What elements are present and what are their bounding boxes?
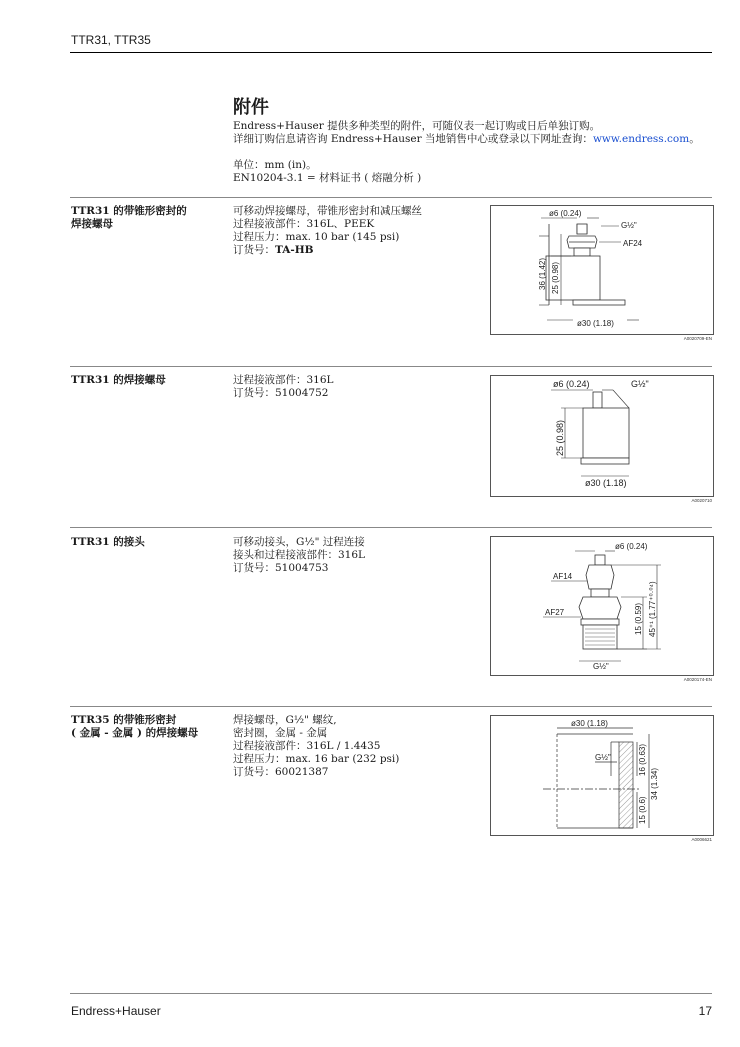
row-rule-2 (70, 366, 712, 367)
header-rule (70, 52, 712, 53)
accessory-name-2 (71, 374, 221, 387)
intro-line1: Endress+Hauser 提供多种类型的附件，可随仪表一起订购或日后单独订购。 (233, 120, 601, 132)
accessory-name-line: TTR31 的带锥形密封的 (71, 205, 187, 217)
intro-line2 (233, 133, 713, 146)
accessory-desc-3 (233, 536, 483, 575)
fig4-thread: G½" (595, 753, 611, 762)
order-label: 订货号： (233, 387, 275, 399)
fig4-h15: 15 (0.6) (638, 796, 647, 824)
accessory-desc-1 (233, 205, 483, 257)
order-label: 订货号： (233, 562, 275, 574)
footer-rule (70, 993, 712, 994)
drawing-weld-nut-taper (490, 205, 714, 335)
order-number: TA-HB (275, 244, 314, 256)
desc-line: 接头和过程接液部件：316L (233, 549, 366, 561)
accessory-name-line: ( 金属 - 金属 ) 的焊接螺母 (71, 727, 199, 739)
row-rule-3 (70, 527, 712, 528)
fig2-h-body: 25 (0.98) (555, 419, 565, 456)
drawing-union (490, 536, 714, 676)
row-rule-4 (70, 706, 712, 707)
desc-line: 过程接液部件：316L、PEEK (233, 218, 375, 230)
order-line (233, 387, 483, 400)
order-line (233, 244, 483, 257)
figure-id-3: A0020174-EN (683, 677, 712, 682)
fig1-h-body: 25 (0.98) (551, 261, 560, 294)
desc-line: 过程压力：max. 16 bar (232 psi) (233, 753, 400, 765)
accessory-desc-4 (233, 714, 483, 779)
fig3-thread: G½" (593, 662, 609, 671)
fig1-af: AF24 (623, 239, 643, 248)
fig2-thread: G½" (631, 379, 649, 389)
accessory-name-line: TTR31 的接头 (71, 536, 145, 548)
drawing-weld-nut-metal (490, 715, 714, 836)
fig1-d-top: ø6 (0.24) (549, 209, 582, 218)
accessory-name-line: TTR31 的焊接螺母 (71, 374, 166, 386)
fig3-h15: 15 (0.59) (634, 602, 643, 635)
section-title: 附件 (233, 97, 269, 118)
figure-id-2: A0020710 (691, 498, 712, 503)
footer-brand: Endress+Hauser (71, 1004, 161, 1018)
order-number: 51004752 (275, 387, 329, 399)
accessory-name-1 (71, 205, 221, 231)
order-line (233, 766, 483, 779)
fig1-h-total: 36 (1.42) (538, 257, 547, 290)
order-number: 60021387 (275, 766, 329, 778)
accessory-name-line: TTR35 的带锥形密封 (71, 714, 177, 726)
figure-id-1: A0020709-EN (683, 336, 712, 341)
desc-line: 可移动接头，G½" 过程连接 (233, 536, 365, 548)
desc-line: 过程接液部件：316L (233, 374, 334, 386)
accessory-name-line: 焊接螺母 (71, 218, 113, 230)
accessory-name-3 (71, 536, 221, 549)
figure-id-4: A0006621 (691, 837, 712, 842)
endress-link[interactable]: www.endress.com (592, 133, 690, 145)
desc-line: 密封圈，金属 - 金属 (233, 727, 328, 739)
desc-line: 焊接螺母，G½" 螺纹, (233, 714, 337, 726)
section-intro (233, 120, 713, 185)
order-label: 订货号： (233, 766, 275, 778)
fig4-d-top: ø30 (1.18) (571, 719, 608, 728)
fig3-af27: AF27 (545, 608, 565, 617)
accessory-name-4 (71, 714, 221, 740)
fig1-thread: G½" (621, 221, 637, 230)
fig3-af14: AF14 (553, 572, 573, 581)
unit-line: 单位：mm (in)。 (233, 159, 317, 171)
order-line (233, 562, 483, 575)
fig3-h45: 45⁺¹ (1.77⁺⁰·⁰⁴) (648, 581, 657, 637)
fig1-d-bottom: ø30 (1.18) (577, 319, 614, 328)
fig2-d-bottom: ø30 (1.18) (585, 478, 627, 488)
order-label: 订货号： (233, 244, 275, 256)
fig4-h34: 34 (1.34) (650, 767, 659, 800)
order-number: 51004753 (275, 562, 329, 574)
desc-line: 过程压力：max. 10 bar (145 psi) (233, 231, 400, 243)
page-number: 17 (698, 1004, 712, 1018)
desc-line: 过程接液部件：316L / 1.4435 (233, 740, 381, 752)
drawing-weld-nut (490, 375, 714, 497)
intro-line2-pre: 详细订购信息请咨询 Endress+Hauser 当地销售中心或登录以下网址查询： (233, 133, 593, 145)
desc-line: 可移动焊接螺母，带锥形密封和减压螺丝 (233, 205, 422, 217)
fig4-h16: 16 (0.63) (638, 743, 647, 776)
header-title: TTR31, TTR35 (71, 33, 151, 47)
accessory-desc-2 (233, 374, 483, 400)
row-rule-1 (70, 197, 712, 198)
cert-line: EN10204-3.1 = 材料证书 ( 熔融分析 ) (233, 172, 422, 184)
fig3-d-top: ø6 (0.24) (615, 542, 648, 551)
fig2-d-top: ø6 (0.24) (553, 379, 590, 389)
intro-line2-post: 。 (689, 133, 700, 145)
